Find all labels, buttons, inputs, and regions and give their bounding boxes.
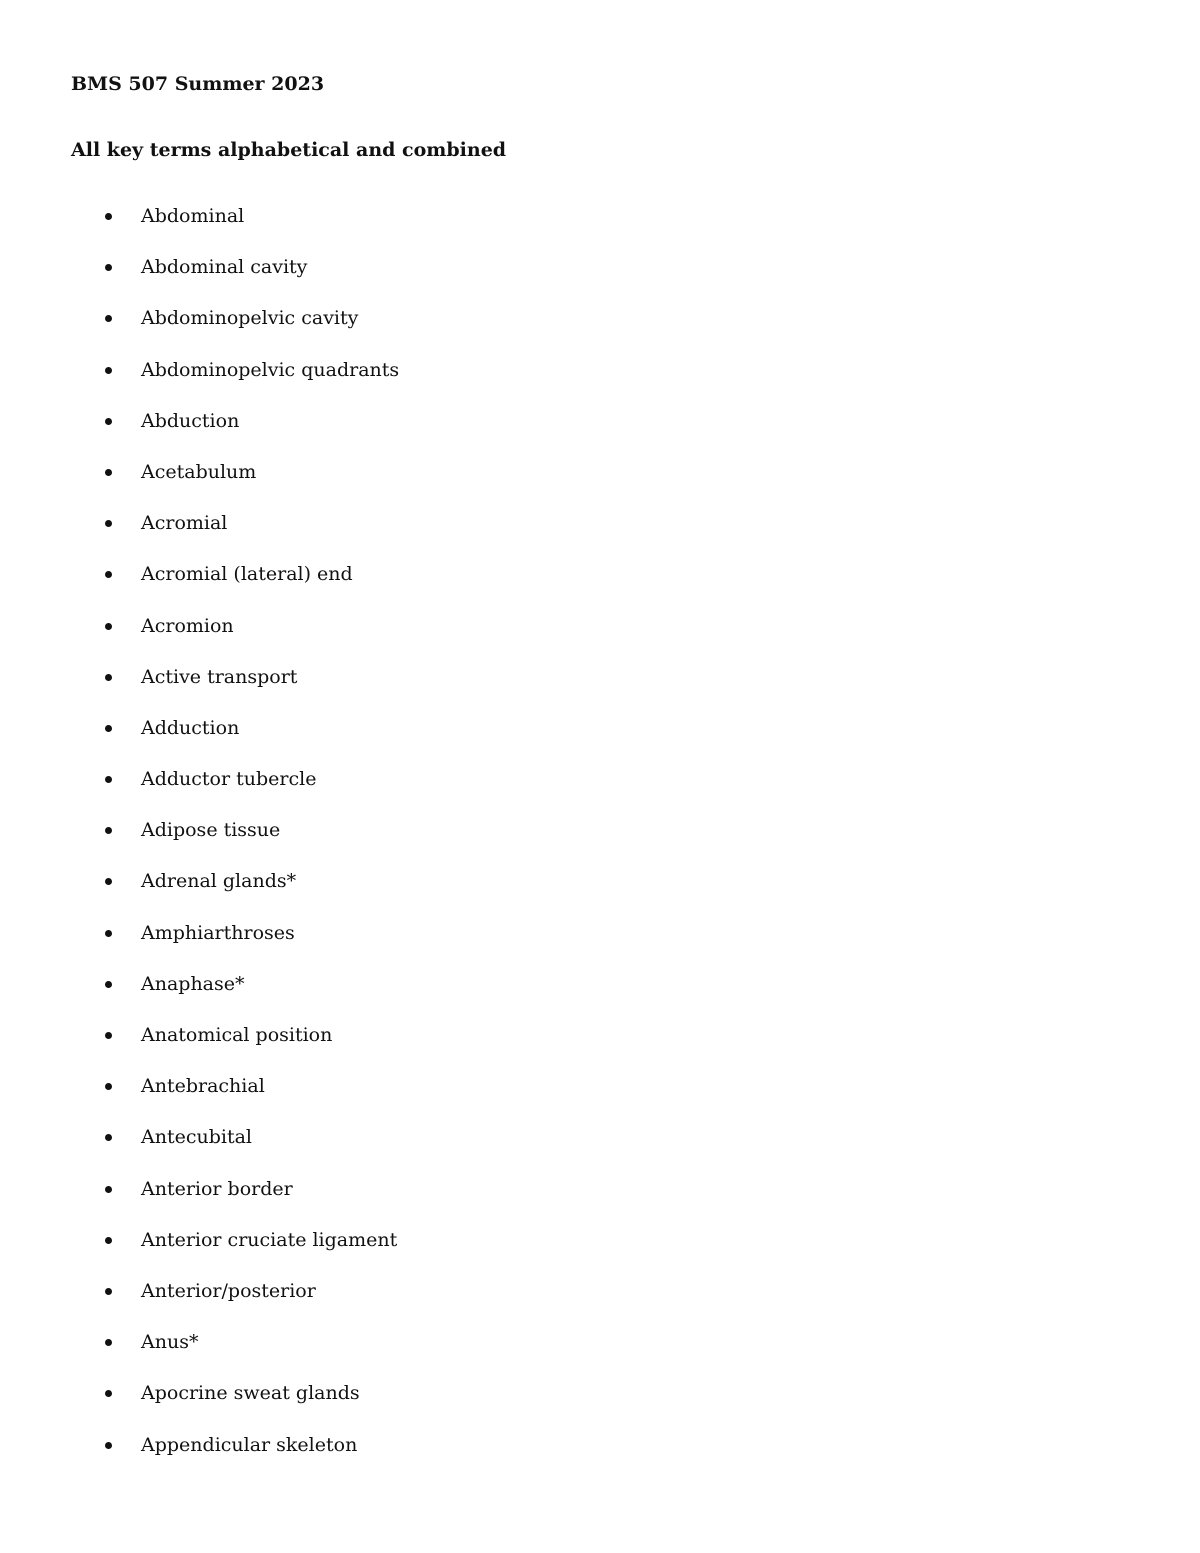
- list-item: [0, 766, 1200, 817]
- list-item: [0, 1227, 1200, 1278]
- bullet-icon: [105, 469, 112, 476]
- bullet-icon: [105, 418, 112, 425]
- list-item: [0, 459, 1200, 510]
- term-text: Adductor tubercle: [141, 768, 317, 791]
- term-text: Anterior border: [141, 1177, 293, 1200]
- term-text: Abdominal: [141, 205, 245, 227]
- list-item: [0, 1380, 1200, 1431]
- term-text: Amphiarthroses: [141, 921, 295, 944]
- term-text: Appendicular skeleton: [141, 1433, 358, 1456]
- list-item: [0, 357, 1200, 408]
- term-text: Adipose tissue: [141, 819, 281, 842]
- list-item: [0, 664, 1200, 715]
- bullet-icon: [105, 315, 112, 322]
- list-item: [0, 715, 1200, 766]
- bullet-icon: [105, 725, 112, 732]
- bullet-icon: [105, 1032, 112, 1039]
- bullet-icon: [105, 1390, 112, 1397]
- term-text: Antebrachial: [141, 1075, 265, 1098]
- term-text: Acetabulum: [141, 460, 257, 483]
- document-subtitle: All key terms alphabetical and combined: [71, 139, 507, 161]
- term-text: Abdominopelvic quadrants: [141, 358, 400, 381]
- key-terms-list: [0, 203, 1200, 1483]
- list-item: [0, 971, 1200, 1022]
- term-text: Acromial (lateral) end: [141, 563, 353, 586]
- list-item: [0, 920, 1200, 971]
- bullet-icon: [105, 1083, 112, 1090]
- bullet-icon: [105, 264, 112, 271]
- bullet-icon: [105, 776, 112, 783]
- bullet-icon: [105, 878, 112, 885]
- bullet-icon: [105, 1134, 112, 1141]
- list-item: [0, 1278, 1200, 1329]
- bullet-icon: [105, 1442, 112, 1449]
- list-item: [0, 868, 1200, 919]
- term-text: Antecubital: [141, 1126, 252, 1149]
- term-text: Anterior/posterior: [141, 1279, 316, 1302]
- bullet-icon: [105, 674, 112, 681]
- term-text: Anterior cruciate ligament: [141, 1228, 398, 1251]
- list-item: [0, 510, 1200, 561]
- list-item: [0, 1432, 1200, 1483]
- bullet-icon: [105, 367, 112, 374]
- list-item: [0, 305, 1200, 356]
- bullet-icon: [105, 623, 112, 630]
- term-text: Acromial: [141, 512, 228, 535]
- bullet-icon: [105, 827, 112, 834]
- list-item: [0, 561, 1200, 612]
- bullet-icon: [105, 930, 112, 937]
- term-text: Anaphase*: [141, 972, 245, 995]
- term-text: Active transport: [141, 665, 298, 688]
- bullet-icon: [105, 1186, 112, 1193]
- list-item: [0, 254, 1200, 305]
- bullet-icon: [105, 520, 112, 527]
- list-item: [0, 1073, 1200, 1124]
- term-text: Adduction: [141, 716, 240, 739]
- list-item: [0, 1329, 1200, 1380]
- list-item: [0, 408, 1200, 459]
- list-item: [0, 1124, 1200, 1175]
- term-text: Abdominal cavity: [141, 256, 308, 279]
- term-text: Abduction: [141, 409, 240, 432]
- bullet-icon: [105, 1339, 112, 1346]
- bullet-icon: [105, 1237, 112, 1244]
- list-item: [0, 203, 1200, 254]
- term-text: Acromion: [141, 614, 234, 637]
- list-item: [0, 1022, 1200, 1073]
- term-text: Anus*: [141, 1331, 199, 1354]
- term-text: Apocrine sweat glands: [141, 1382, 360, 1405]
- bullet-icon: [105, 981, 112, 988]
- bullet-icon: [105, 1288, 112, 1295]
- list-item: [0, 1176, 1200, 1227]
- bullet-icon: [105, 571, 112, 578]
- list-item: [0, 613, 1200, 664]
- document-title: BMS 507 Summer 2023: [71, 73, 325, 95]
- term-text: Abdominopelvic cavity: [141, 307, 359, 330]
- list-item: [0, 817, 1200, 868]
- term-text: Adrenal glands*: [141, 870, 297, 893]
- term-text: Anatomical position: [141, 1024, 333, 1046]
- bullet-icon: [105, 213, 112, 220]
